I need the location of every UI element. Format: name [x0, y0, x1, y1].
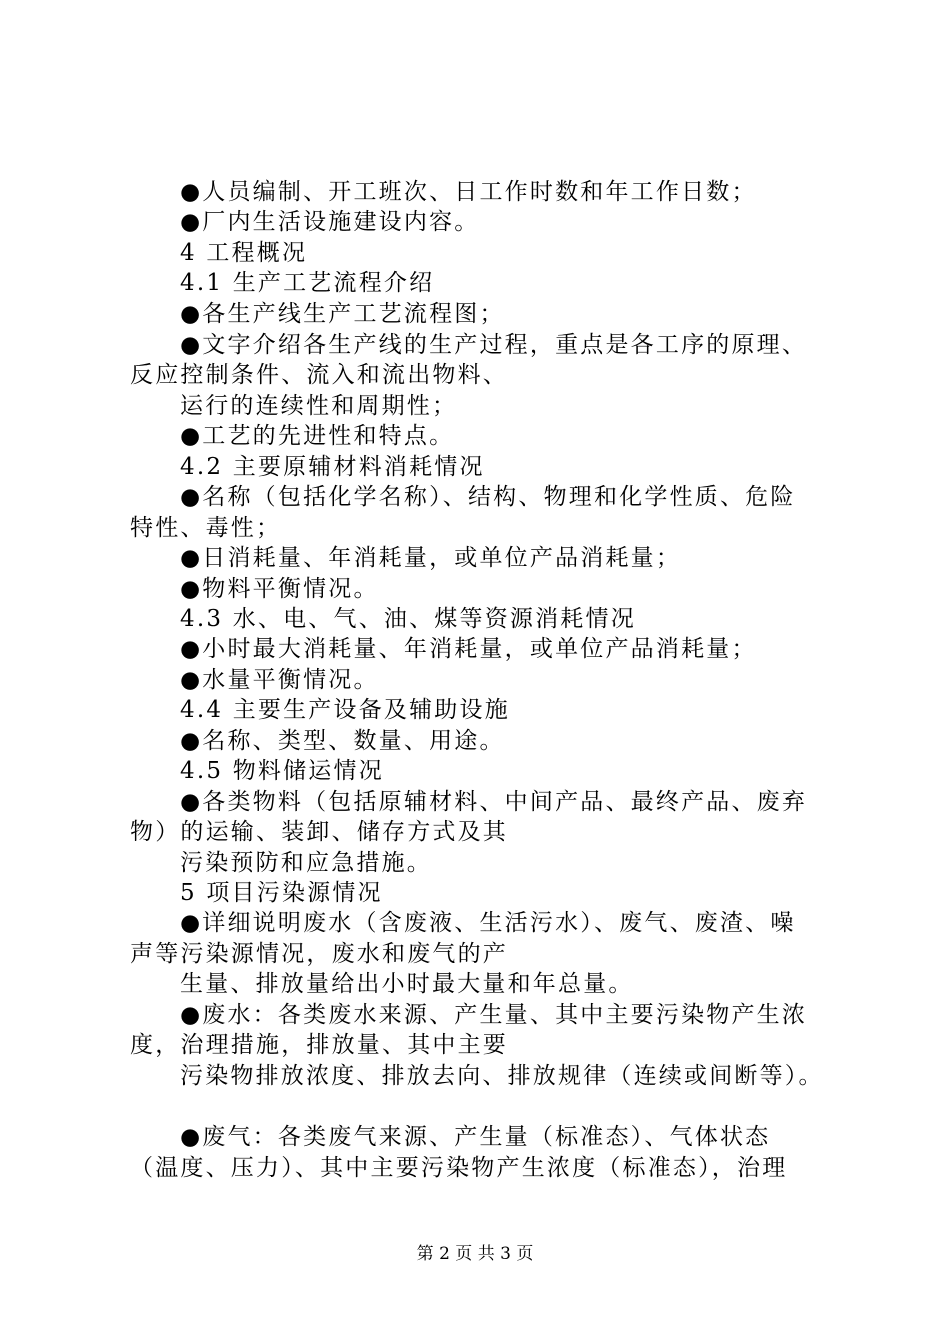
body-line: ●各类物料（包括原辅材料、中间产品、最终产品、废弃 — [180, 789, 808, 815]
section-heading: 4 工程概况 — [180, 240, 308, 266]
body-line: 污染预防和应急措施。 — [180, 850, 432, 876]
subsection-heading: 4.1 生产工艺流程介绍 — [180, 270, 435, 296]
body-line: 度，治理措施，排放量、其中主要 — [130, 1032, 508, 1058]
body-line: 生量、排放量给出小时最大量和年总量。 — [180, 971, 634, 997]
body-line: ●小时最大消耗量、年消耗量，或单位产品消耗量； — [180, 636, 757, 662]
section-heading: 5 项目污染源情况 — [180, 880, 383, 906]
body-line: 特性、毒性； — [130, 515, 282, 541]
page-footer: 第 2 页 共 3 页 — [416, 1244, 534, 1264]
subsection-heading: 4.4 主要生产设备及辅助设施 — [180, 697, 510, 723]
subsection-heading: 4.2 主要原辅材料消耗情况 — [180, 454, 485, 480]
body-line: ●废水：各类废水来源、产生量、其中主要污染物产生浓 — [180, 1002, 808, 1028]
body-line: 污染物排放浓度、排放去向、排放规律（连续或间断等）。 — [180, 1063, 824, 1089]
body-line: ●文字介绍各生产线的生产过程，重点是各工序的原理、 — [180, 332, 808, 358]
body-line: ●厂内生活设施建设内容。 — [180, 209, 480, 235]
body-line: 运行的连续性和周期性； — [180, 393, 458, 419]
body-line: ●日消耗量、年消耗量，或单位产品消耗量； — [180, 545, 682, 571]
body-line: ●名称、类型、数量、用途。 — [180, 728, 505, 754]
body-line: ●各生产线生产工艺流程图； — [180, 301, 505, 327]
body-line: （温度、压力）、其中主要污染物产生浓度（标准态），治理 — [130, 1155, 788, 1181]
body-line: ●名称（包括化学名称）、结构、物理和化学性质、危险 — [180, 484, 796, 510]
body-line: ●人员编制、开工班次、日工作时数和年工作日数； — [180, 179, 757, 205]
body-line: 声等污染源情况，废水和废气的产 — [130, 941, 508, 967]
body-line: ●水量平衡情况。 — [180, 667, 379, 693]
subsection-heading: 4.5 物料储运情况 — [180, 758, 384, 784]
body-line: ●废气：各类废气来源、产生量（标准态）、气体状态 — [180, 1124, 771, 1150]
body-line: ●工艺的先进性和特点。 — [180, 423, 455, 449]
body-line: ●物料平衡情况。 — [180, 576, 379, 602]
body-line: ●详细说明废水（含废液、生活污水）、废气、废渣、噪 — [180, 910, 796, 936]
subsection-heading: 4.3 水、电、气、油、煤等资源消耗情况 — [180, 606, 636, 632]
body-line: 物）的运输、装卸、储存方式及其 — [130, 819, 508, 845]
body-line: 反应控制条件、流入和流出物料、 — [130, 362, 508, 388]
